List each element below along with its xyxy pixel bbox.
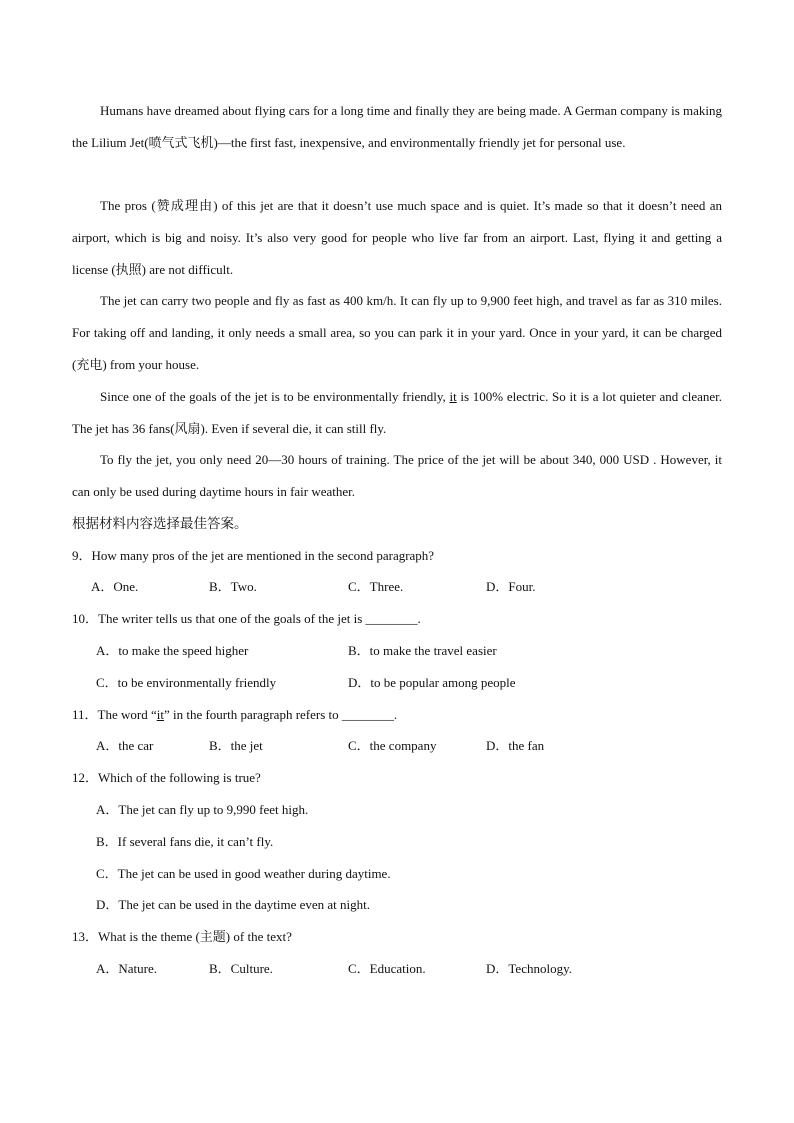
paragraph-4-end: is 100% electric. So it is a lot quieter and cleaner. The jet has 36 fans(风扇). Even if several die, it can still fly. — [72, 389, 722, 436]
question-11-stem — [72, 706, 397, 724]
question-10-option-c[interactable]: C．to be environmentally friendly — [96, 675, 277, 690]
question-11-option-c[interactable]: C．the company — [348, 738, 437, 753]
passage-paragraph-3: The jet can carry two people and fly as fast as 400 km/h. It can fly up to 9,900 feet high, and travel as far as 310 miles. For taking off and landing, it only needs a small area, so you can park it in your yard. Once in your yard, it can be charged (充电) from your house. — [72, 293, 722, 372]
passage-paragraph-2: The pros (赞成理由) of this jet are that it doesn’t use much space and is quiet. It’s made so that it doesn’t need an airport, which is big and noisy. It’s also very good for people who live far from an airport. Last, flying it and getting a license (执照) are not difficult. — [72, 198, 722, 277]
question-12-stem: 12．Which of the following is true? — [72, 770, 261, 785]
question-11-option-d[interactable]: D．the fan — [486, 738, 545, 753]
question-10-option-b[interactable]: B．to make the travel easier — [348, 643, 497, 658]
question-13-option-c[interactable]: C．Education. — [348, 961, 426, 976]
question-11-option-b[interactable]: B．the jet — [209, 738, 263, 753]
paragraph-4-start: Since one of the goals of the jet is to be environmentally friendly, — [100, 389, 450, 404]
question-11-option-a[interactable]: A．the car — [96, 738, 154, 753]
question-9-option-c[interactable]: C．Three. — [348, 579, 404, 594]
question-10-option-a[interactable]: A．to make the speed higher — [96, 643, 249, 658]
question-9-option-a[interactable]: A．One. — [91, 579, 139, 594]
question-13-stem: 13．What is the theme (主题) of the text? — [72, 929, 292, 944]
passage-paragraph-1: Humans have dreamed about flying cars for a long time and finally they are being made. A German company is making the Lilium Jet(喷气式飞机)—the first fast, inexpensive, and environmentally friendly jet for personal use. — [72, 103, 723, 150]
question-12-option-d[interactable]: D．The jet can be used in the daytime even at night. — [96, 897, 370, 912]
question-12-option-c[interactable]: C．The jet can be used in good weather during daytime. — [96, 866, 391, 881]
question-12-option-b[interactable]: B．If several fans die, it can’t fly. — [96, 834, 274, 849]
instruction-text: 根据材料内容选择最佳答案。 — [72, 516, 248, 532]
question-9-stem: 9．How many pros of the jet are mentioned in the second paragraph? — [72, 548, 435, 563]
question-9-option-d[interactable]: D．Four. — [486, 579, 536, 594]
question-13-option-d[interactable]: D．Technology. — [486, 961, 572, 976]
passage-paragraph-4 — [72, 381, 722, 445]
question-13-option-b[interactable]: B．Culture. — [209, 961, 273, 976]
question-13-option-a[interactable]: A．Nature. — [96, 961, 158, 976]
question-11-stem-start: 11．The word “ — [72, 707, 157, 722]
underlined-word-it: it — [449, 389, 457, 404]
question-12-option-a[interactable]: A．The jet can fly up to 9,990 feet high. — [96, 802, 309, 817]
question-11-underlined-word: it — [156, 707, 164, 722]
question-11-stem-end: ” in the fourth paragraph refers to ________. — [163, 707, 398, 722]
question-10-stem: 10．The writer tells us that one of the goals of the jet is ________. — [72, 611, 421, 626]
passage-paragraph-5: To fly the jet, you only need 20—30 hours of training. The price of the jet will be about 340, 000 USD . However, it can only be used during daytime hours in fair weather. — [72, 452, 722, 499]
question-9-option-b[interactable]: B．Two. — [209, 579, 257, 594]
question-10-option-d[interactable]: D．to be popular among people — [348, 675, 516, 690]
